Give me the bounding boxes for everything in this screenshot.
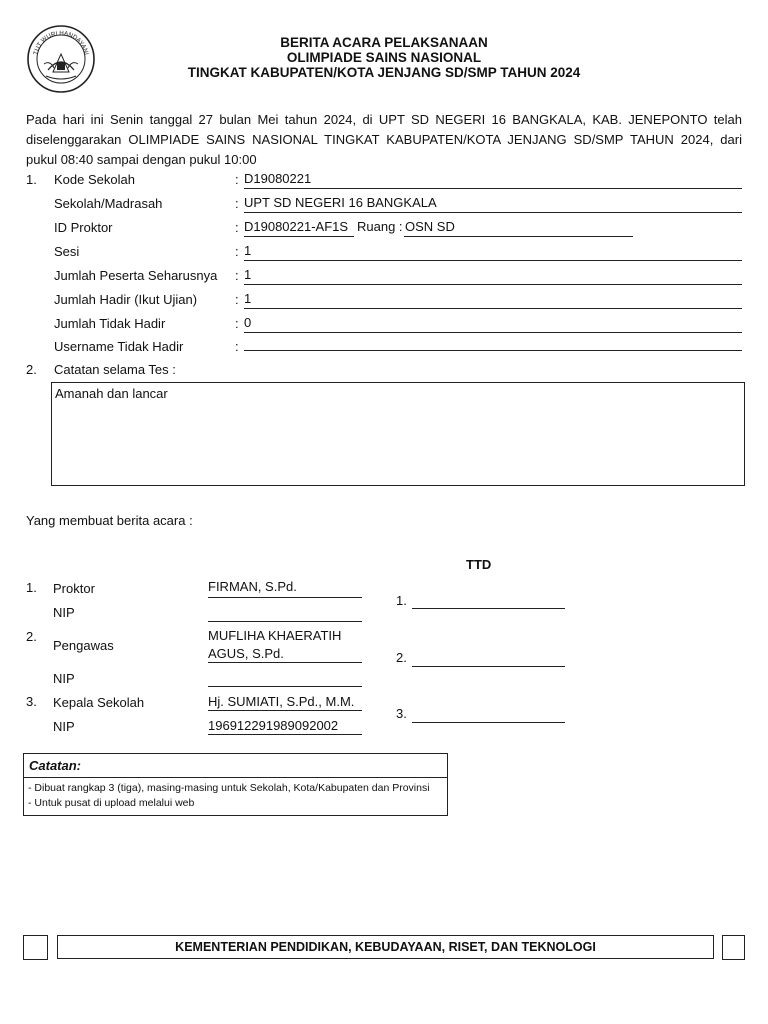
footer-left-box (23, 935, 48, 960)
signer-2-name-line-1: MUFLIHA KHAERATIH (208, 628, 342, 643)
footer-ministry-name: KEMENTERIAN PENDIDIKAN, KEBUDAYAAN, RISET, DAN TEKNOLOGI (57, 935, 714, 959)
field-colon: : (235, 316, 239, 331)
logo-motto: TUT WURI HANDAYANI (32, 29, 90, 56)
field-underline (244, 284, 742, 285)
field-underline (244, 350, 742, 351)
field-colon: : (235, 339, 239, 354)
test-notes-box (51, 382, 745, 486)
test-notes-text: Amanah dan lancar (55, 386, 168, 401)
field-colon: : (235, 172, 239, 187)
intro-paragraph: Pada hari ini Senin tanggal 27 bulan Mei tahun 2024, di UPT SD NEGERI 16 BANGKALA, KAB. JENEPONTO telah diselenggarakan OLIMPIADE SAINS NASIONAL TINGKAT KABUPATEN/KOTA JENJANG SD/SMP TAHUN 2024, dari pukul 08:40 sampai dengan pukul 10:00 (26, 112, 742, 167)
signer-3-number: 3. (26, 694, 37, 709)
signer-1-nip-label: NIP (53, 605, 75, 620)
ttd-1-signature-line (412, 608, 565, 609)
ttd-2-number: 2. (396, 650, 407, 665)
catatan-header (24, 754, 447, 778)
signers-heading: Yang membuat berita acara : (26, 513, 193, 528)
footer-right-box (722, 935, 745, 960)
catatan-item: - Dibuat rangkap 3 (tiga), masing-masing untuk Sekolah, Kota/Kabupaten dan Provinsi (28, 782, 430, 794)
field-colon: : (235, 244, 239, 259)
field-colon: : (235, 220, 239, 235)
field-underline (244, 188, 742, 189)
signer-2-role: Pengawas (53, 638, 114, 653)
signer-3-name-line (208, 710, 362, 711)
signer-3-name: Hj. SUMIATI, S.Pd., M.M. (208, 694, 355, 709)
field-label-jumlah-tidak-hadir: Jumlah Tidak Hadir (54, 316, 166, 331)
signer-2-nip-line (208, 686, 362, 687)
field-value-kode-sekolah: D19080221 (244, 171, 312, 186)
ttd-3-number: 3. (396, 706, 407, 721)
title-line-1: BERITA ACARA PELAKSANAAN (280, 35, 488, 50)
catatan-heading: Catatan: (29, 758, 82, 773)
field-colon: : (235, 196, 239, 211)
ttd-2-signature-line (412, 666, 565, 667)
signer-2-name-line-2: AGUS, S.Pd. (208, 646, 284, 661)
field-underline (404, 236, 633, 237)
title-line-3: TINGKAT KABUPATEN/KOTA JENJANG SD/SMP TAHUN 2024 (187, 65, 581, 80)
section-1-number: 1. (26, 172, 37, 187)
signer-3-nip-line (208, 734, 362, 735)
field-underline (244, 332, 742, 333)
field-value-sesi: 1 (244, 243, 252, 258)
field-label-username-tidak-hadir: Username Tidak Hadir (54, 339, 184, 354)
field-underline (244, 212, 742, 213)
section-2-label: Catatan selama Tes : (54, 362, 176, 377)
field-value-id-proktor: D19080221-AF1S (244, 219, 349, 234)
field-label-ruang: Ruang : (357, 219, 403, 234)
field-value-jumlah-tidak-hadir: 0 (244, 315, 252, 330)
field-label-id-proktor: ID Proktor (54, 220, 113, 235)
signer-1-name: FIRMAN, S.Pd. (208, 579, 297, 594)
field-colon: : (235, 268, 239, 283)
catatan-box (23, 753, 448, 816)
signer-3-nip-label: NIP (53, 719, 75, 734)
signer-2-number: 2. (26, 629, 37, 644)
field-value-jumlah-hadir: 1 (244, 291, 252, 306)
field-underline (244, 308, 742, 309)
field-value-jumlah-peserta: 1 (244, 267, 252, 282)
signer-2-nip-label: NIP (53, 671, 75, 686)
signer-2-name-line (208, 662, 362, 663)
ttd-heading: TTD (466, 557, 492, 572)
field-value-ruang: OSN SD (405, 219, 455, 234)
title-line-2: OLIMPIADE SAINS NASIONAL (286, 50, 482, 65)
field-underline (244, 236, 354, 237)
ttd-1-number: 1. (396, 593, 407, 608)
field-colon: : (235, 292, 239, 307)
field-underline (244, 260, 742, 261)
signer-1-name-line (208, 597, 362, 598)
signer-1-nip-line (208, 621, 362, 622)
section-2-number: 2. (26, 362, 37, 377)
signer-3-role: Kepala Sekolah (53, 695, 145, 710)
ttd-3-signature-line (412, 722, 565, 723)
field-value-sekolah-madrasah: UPT SD NEGERI 16 BANGKALA (244, 195, 437, 210)
signer-1-number: 1. (26, 580, 37, 595)
catatan-item: - Untuk pusat di upload melalui web (28, 797, 195, 809)
field-label-jumlah-hadir: Jumlah Hadir (Ikut Ujian) (54, 292, 198, 307)
field-label-jumlah-peserta: Jumlah Peserta Seharusnya (54, 268, 218, 283)
field-label-sekolah-madrasah: Sekolah/Madrasah (54, 196, 163, 211)
signer-1-role: Proktor (53, 581, 95, 596)
field-label-sesi: Sesi (54, 244, 80, 259)
field-label-kode-sekolah: Kode Sekolah (54, 172, 135, 187)
signer-3-nip: 196912291989092002 (208, 718, 339, 733)
